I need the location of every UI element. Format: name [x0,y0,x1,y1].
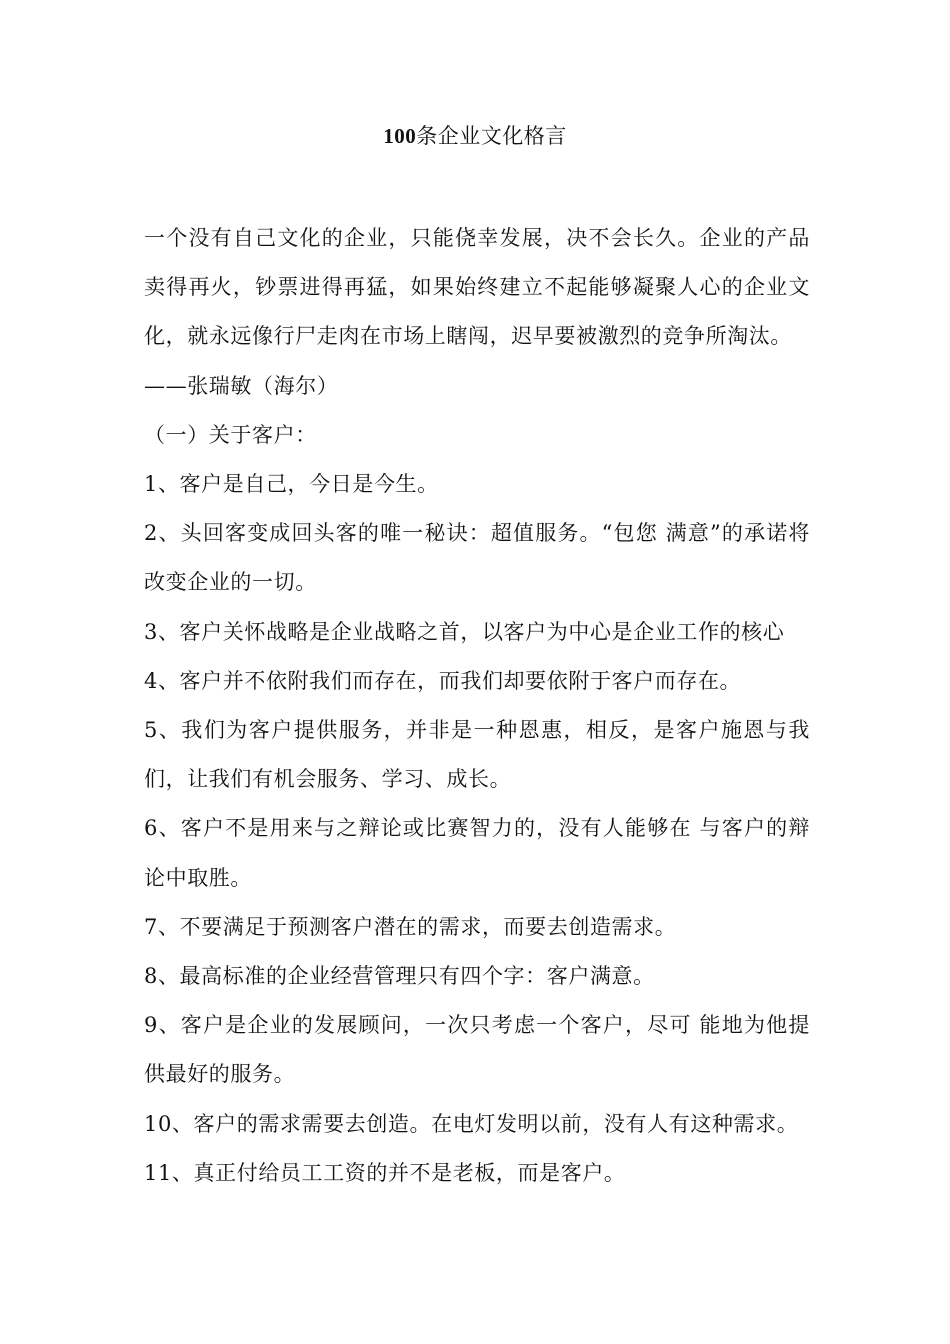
list-item: 4、客户并不依附我们而存在，而我们却要依附于客户而存在。 [144,668,742,693]
list-item: 8、最高标准的企业经营管理只有四个字：客户满意。 [144,964,655,989]
list-item: 5、我们为客户提供服务，并非是一种恩惠，相反，是客户施恩与我们，让我们有机会服务、学习、成长。 [144,718,810,792]
list-item: 9、客户是企业的发展顾问，一次只考虑一个客户，尽可 能地为他提供最好的服务。 [144,1013,810,1087]
document-title [0,118,950,154]
list-item: 3、客户关怀战略是企业战略之首，以客户为中心是企业工作的核心 [144,619,785,644]
list-item: 7、不要满足于预测客户潜在的需求，而要去创造需求。 [144,914,677,939]
section-heading: （一）关于客户： [144,422,317,447]
list-item: 1、客户是自己，今日是今生。 [144,472,439,497]
title-number: 100 [383,124,417,148]
list-item: 6、客户不是用来与之辩论或比赛智力的，没有人能够在 与客户的辩论中取胜。 [144,816,810,890]
attribution: ——张瑞敏（海尔） [144,373,339,398]
list-item: 10、客户的需求需要去创造。在电灯发明以前，没有人有这种需求。 [144,1111,799,1136]
document-body [144,214,810,1198]
title-text: 条企业文化格言 [416,124,567,148]
list-item: 2、头回客变成回头客的唯一秘诀：超值服务。“包您 满意”的承诺将改变企业的一切。 [144,521,810,595]
list-item: 11、真正付给员工工资的并不是老板，而是客户。 [144,1160,626,1185]
intro-paragraph: 一个没有自己文化的企业，只能侥幸发展，决不会长久。企业的产品卖得再火，钞票进得再猛，如果始终建立不起能够凝聚人心的企业文化，就永远像行尸走肉在市场上瞎闯，迟早要被激烈的竞争所淘汰。 [144,226,810,349]
